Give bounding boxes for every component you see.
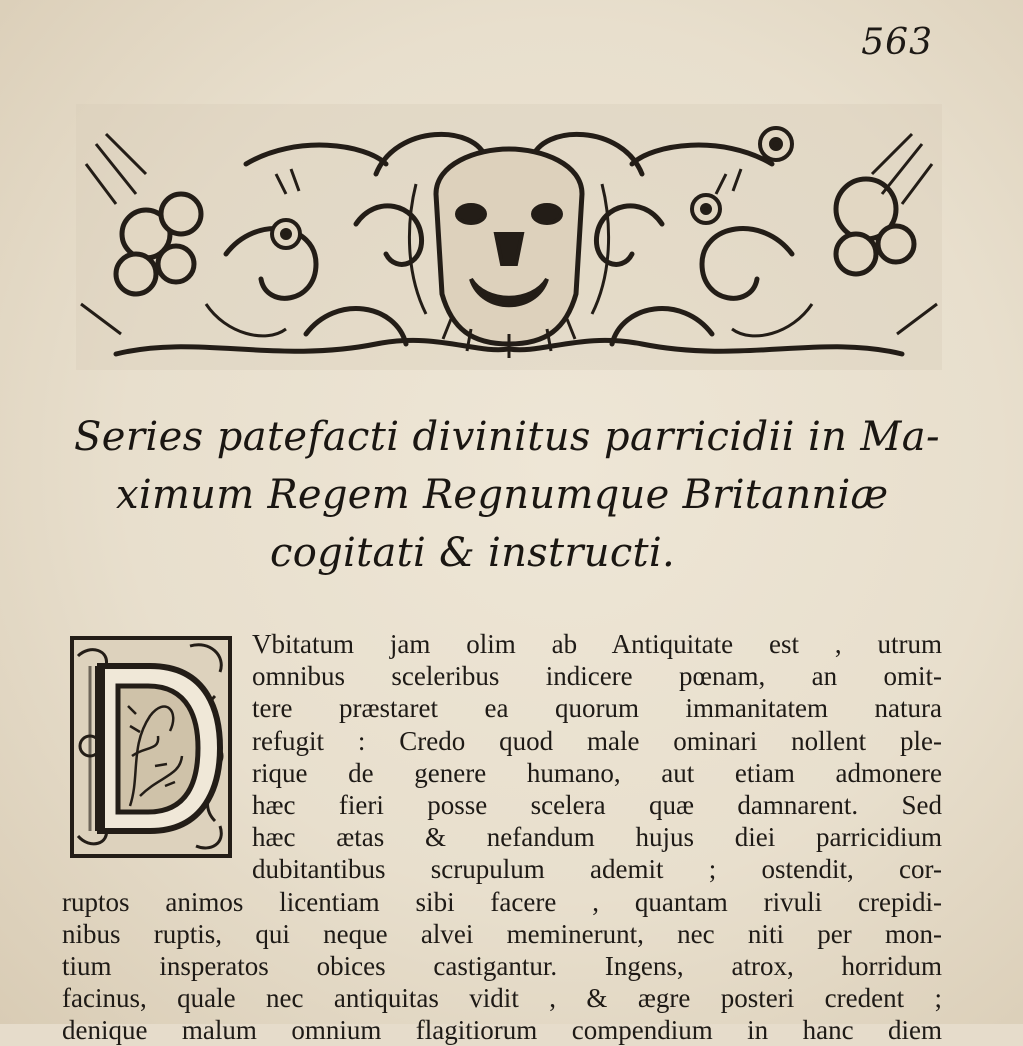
text-line: tium insperatos obices castigantur. Ingens, atrox, horridum (62, 950, 942, 981)
title-line: ximum Regem Regnumque Britanniæ (116, 472, 889, 518)
chapter-title (60, 408, 960, 582)
page-number: 563 (861, 22, 933, 63)
body-paragraph (62, 628, 942, 1046)
text-line: hæc fieri posse scelera quæ damnarent. Sed (252, 789, 942, 820)
text-line: ruptos animos licentiam sibi facere , quantam rivuli crepidi- (62, 886, 942, 917)
text-line: facinus, quale nec antiquitas vidit , & ægre posteri credent ; (62, 983, 942, 1014)
text-line: dubitantibus scrupulum ademit ; ostendit, cor- (252, 854, 942, 885)
text-line: rique de genere humano, aut etiam admonere (252, 757, 942, 788)
text-line: hæc ætas & nefandum hujus diei parricidium (252, 822, 942, 853)
title-line: cogitati & instructi. (270, 530, 676, 576)
title-line: Series patefacti divinitus parricidii in Ma- (74, 414, 940, 460)
text-line: denique malum omnium flagitiorum compendium in hanc diem (62, 1015, 942, 1046)
woodcut-headpiece-icon (76, 104, 942, 370)
text-line: refugit : Credo quod male ominari nollent ple- (252, 725, 942, 756)
text-line: nibus ruptis, qui neque alvei meminerunt, nec niti per mon- (62, 918, 942, 949)
text-line: Vbitatum jam olim ab Antiquitate est , utrum (252, 629, 942, 659)
text-line: omnibus sceleribus indicere pœnam, an omit- (252, 661, 942, 692)
text-line: tere præstaret ea quorum immanitatem natura (252, 693, 942, 724)
